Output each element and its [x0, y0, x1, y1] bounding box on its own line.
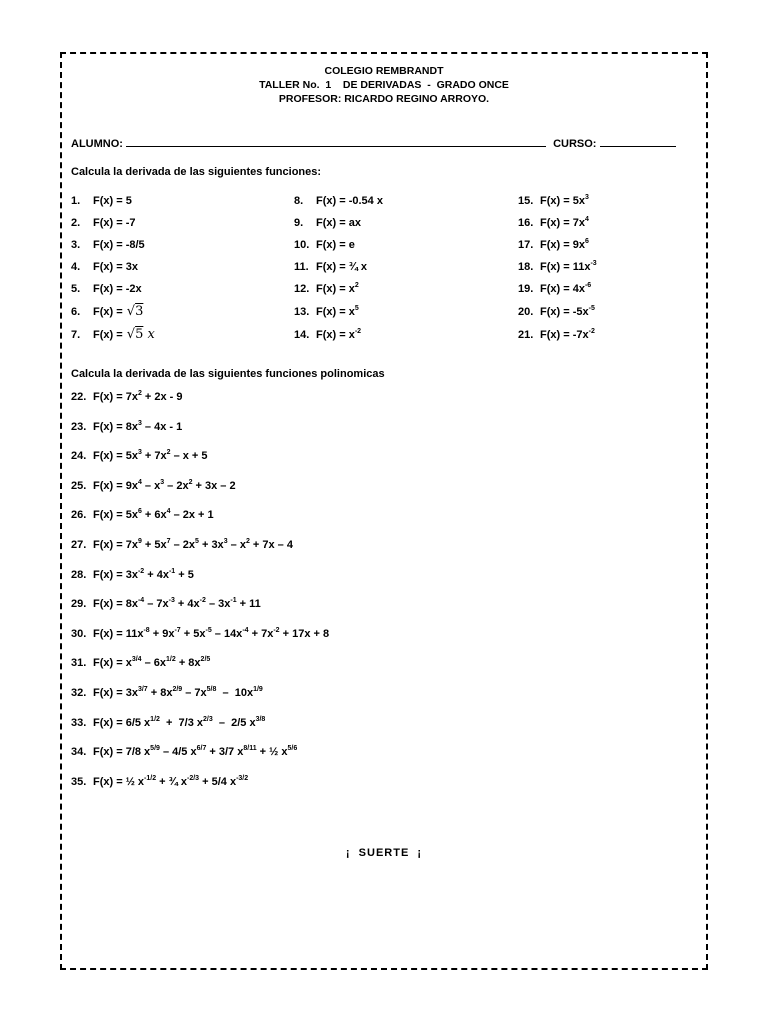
exercise-function: $F(x) = 11x^{-8} + 9x^{-7} + 5x^{-5} - 14x^{-4} + 7x^{-2} + 17x + 8$: [93, 626, 330, 640]
exponent: 3: [137, 449, 142, 457]
exercise-item: [294, 328, 361, 342]
exponent: 9: [137, 538, 142, 545]
exercise-number: 7.: [71, 329, 81, 341]
exercise-function: F(x) = e: [316, 239, 355, 251]
exponent: -3/2: [236, 774, 249, 782]
exercise-function: F(x) = -0.54 x: [316, 195, 383, 207]
polynomial-item: [71, 538, 293, 552]
exercise-function: F(x) = 6/5 $x^{1/2} + 7/3$ $x^{2/3} - 2/5$ $x^{3/8}$: [93, 715, 266, 729]
polynomial-item: [71, 686, 263, 700]
exponent: 3: [223, 538, 228, 545]
section1-instruction: Calcula la derivada de las siguientes funciones:: [71, 166, 322, 178]
exercise-number: 12.: [294, 283, 310, 295]
exponent: 3/7: [137, 686, 148, 693]
exponent: -5: [205, 626, 212, 634]
exponent: 4: [166, 508, 171, 516]
exercise-number: 15.: [518, 195, 534, 207]
exercise-item: [294, 260, 367, 274]
exercise-number: 18.: [518, 261, 534, 273]
polynomial-item: [71, 716, 265, 730]
exercise-item: [71, 194, 132, 208]
exercise-function: F(x) = 7x: [540, 217, 585, 229]
exercise-number: 8.: [294, 195, 304, 207]
exercise-number: 34.: [71, 746, 87, 759]
polynomial-item: [71, 390, 183, 404]
exponent: -4: [242, 626, 249, 634]
exponent: -2: [273, 626, 280, 634]
exercise-item: [71, 216, 135, 230]
exponent: 5/6: [287, 745, 298, 753]
exercise-number: 32.: [71, 687, 87, 699]
exponent: 5: [354, 305, 359, 312]
polynomial-item: [71, 656, 210, 670]
exponent: -8: [143, 626, 150, 634]
exponent: -3: [168, 597, 175, 605]
exercise-item: [294, 216, 361, 230]
exercise-number: 10.: [294, 239, 310, 251]
exercise-function: F(x) = 3x: [93, 261, 138, 273]
exponent: -5: [588, 305, 595, 312]
polynomial-item: [71, 420, 182, 434]
exponent: 6/7: [196, 745, 207, 753]
sqrt-expression: √3: [122, 304, 144, 319]
exponent: 5: [195, 538, 199, 545]
exercise-number: 13.: [294, 306, 310, 318]
exponent: 6: [584, 238, 589, 245]
curso-label: CURSO:: [553, 138, 597, 150]
exercise-item: [294, 194, 383, 208]
exponent: -2/3: [187, 774, 200, 782]
exponent: 8/11: [243, 745, 257, 753]
exercise-function: F(x) = -5x: [540, 306, 589, 318]
polynomial-item: [71, 745, 297, 759]
exercise-function: F(x) =: [93, 329, 123, 341]
exercise-function: $F(x) = 3x^{-2} + 4x^{-1} + 5$: [93, 567, 194, 581]
exponent: -2: [137, 567, 145, 575]
exercise-item: [518, 216, 589, 230]
exponent: 2: [245, 538, 250, 545]
exercise-item: [518, 194, 589, 208]
exercise-number: 17.: [518, 239, 534, 251]
exponent: 6: [137, 508, 142, 516]
exercise-item: [71, 305, 143, 319]
exponent: 1/2: [166, 656, 176, 664]
polynomial-item: [71, 568, 194, 582]
exercise-number: 20.: [518, 306, 534, 318]
exercise-number: 9.: [294, 217, 304, 229]
student-row: [71, 136, 676, 150]
exercise-number: 30.: [71, 627, 87, 640]
exercise-item: [71, 238, 145, 252]
exercise-number: 28.: [71, 568, 87, 581]
polynomial-item: [71, 479, 236, 493]
exponent: -4: [137, 597, 145, 605]
exponent: 2: [354, 282, 359, 289]
exponent: -2: [199, 597, 206, 605]
exercise-function: F(x) = 5: [93, 195, 132, 207]
exercise-number: 24.: [71, 450, 87, 463]
alumno-label: ALUMNO:: [71, 138, 123, 150]
exercise-item: [518, 260, 597, 274]
exercise-number: 1.: [71, 195, 81, 207]
exercise-number: 16.: [518, 217, 534, 229]
exercise-item: [294, 305, 359, 319]
exercise-number: 3.: [71, 239, 81, 251]
exponent: -2: [588, 328, 595, 335]
exercise-function: F(x) = ½ $x^{-1/2}$ + ¾ $x^{-2/3} + 5/4$ $x^{-3/2}$: [93, 774, 249, 788]
exercise-function: F(x) = x: [316, 283, 355, 295]
exponent: -2: [354, 328, 362, 335]
exponent: -1: [230, 597, 237, 605]
polynomial-item: [71, 449, 208, 463]
exercise-function: F(x) = -2x: [93, 283, 142, 295]
exercise-number: 35.: [71, 775, 87, 788]
exponent: -1/2: [144, 774, 157, 782]
exercise-item: [518, 305, 595, 319]
exercise-number: 26.: [71, 509, 87, 522]
exponent: 5/9: [150, 745, 160, 753]
exercise-function: F(x) = -7x: [540, 329, 589, 341]
exercise-number: 6.: [71, 306, 81, 318]
exponent: 2: [188, 478, 193, 486]
exercise-function: F(x) = -7: [93, 217, 136, 229]
exponent: -1: [168, 567, 176, 575]
exercise-number: 11.: [294, 261, 309, 273]
variable: x: [143, 327, 155, 342]
exercise-function: $F(x) = 3x^{3/7} + 8x^{2/9} - 7x^{5/8} - 10x^{1/9}$: [93, 686, 263, 699]
section2-instruction: Calcula la derivada de las siguientes funciones polinomicas: [71, 368, 385, 380]
exponent: 2: [166, 449, 171, 457]
exercise-function: F(x) = x: [316, 306, 355, 318]
exercise-item: [518, 238, 589, 252]
exercise-number: 33.: [71, 716, 87, 729]
exponent: -7: [174, 626, 181, 634]
exercise-function: $F(x) = x^{3/4} - 6x^{1/2} + 8x^{2/5}$: [93, 656, 211, 670]
exponent: 4: [584, 216, 589, 223]
exercise-function: $F(x) = 8x^{-4} - 7x^{-3} + 4x^{-2} - 3x^{-1} + 11$: [93, 597, 261, 611]
exponent: 2/5: [200, 656, 211, 664]
exercise-item: [71, 328, 155, 342]
exercise-function: F(x) = 7/8 $x^{5/9} - 4/5$ $x^{6/7} + 3/7$ $x^{8/11}$ + ½ $x^{5/6}$: [93, 745, 298, 759]
exercise-function: F(x) = 4x: [540, 283, 585, 295]
exponent: 7: [166, 538, 171, 545]
exercise-function: $F(x) = 7x^2 + 2x - 9$: [93, 390, 183, 403]
exponent: 4: [137, 478, 142, 486]
workshop-title: TALLER No. 1 DE DERIVADAS - GRADO ONCE: [259, 79, 509, 91]
radicand: 5: [135, 327, 144, 342]
teacher-name: PROFESOR: RICARDO REGINO ARROYO.: [278, 93, 490, 105]
exercise-item: [71, 282, 142, 296]
polynomial-item: [71, 508, 214, 522]
exercise-function: $F(x) = 5x^3 + 7x^2 - x + 5$: [93, 449, 208, 463]
exercise-function: $F(x) = 7x^9 + 5x^7 - 2x^5 + 3x^3 - x^2 + 7x - 4$: [93, 538, 293, 551]
exercise-number: 21.: [518, 329, 534, 341]
exercise-item: [71, 260, 138, 274]
exponent: 1/2: [150, 715, 160, 723]
exercise-item: [294, 238, 355, 252]
polynomial-item: [71, 597, 261, 611]
exercise-item: [518, 328, 595, 342]
exercise-number: 14.: [294, 329, 310, 341]
exercise-function: F(x) = -8/5: [93, 239, 145, 251]
exercise-number: 4.: [71, 261, 81, 273]
exercise-function: $F(x) = 5x^6 + 6x^4 - 2x + 1$: [93, 508, 214, 522]
exercise-number: 5.: [71, 283, 81, 295]
exercise-function: F(x) = 11x: [540, 261, 591, 273]
exercise-function: $F(x) = 9x^4 - x^3 - 2x^2 + 3x - 2$: [93, 478, 236, 492]
alumno-blank[interactable]: [126, 136, 546, 147]
exponent: 1/9: [253, 686, 263, 693]
exercise-item: [518, 282, 591, 296]
exercise-function: F(x) = x: [316, 329, 355, 341]
exercise-function: F(x) = 5x: [540, 195, 585, 207]
exponent: 3: [137, 419, 142, 427]
exercise-number: 23.: [71, 420, 87, 433]
exponent: 3: [584, 194, 589, 201]
exponent: -3: [590, 260, 597, 267]
exponent: -6: [584, 282, 592, 289]
exercise-number: 19.: [518, 283, 534, 295]
sqrt-expression: √5: [122, 327, 144, 342]
exercise-function: F(x) = ¾ x: [316, 261, 368, 273]
radicand: 3: [135, 304, 144, 319]
exercise-number: 25.: [71, 479, 87, 492]
exercise-number: 31.: [71, 657, 87, 670]
exercise-function: $F(x) = 8x^3 - 4x - 1$: [93, 419, 183, 433]
exponent: 3/8: [255, 715, 266, 723]
exercise-function: F(x) =: [93, 306, 123, 318]
exponent: 3: [160, 478, 165, 486]
polynomial-item: [71, 627, 329, 641]
exponent: 2: [137, 390, 142, 397]
curso-blank[interactable]: [600, 136, 676, 147]
polynomial-item: [71, 775, 248, 789]
exercise-item: [294, 282, 359, 296]
exercise-number: 27.: [71, 539, 87, 551]
exponent: 2/3: [203, 715, 213, 723]
exercise-number: 29.: [71, 598, 87, 611]
exponent: 5/8: [206, 686, 217, 693]
exponent: 2/9: [172, 686, 183, 693]
good-luck-text: ¡ SUERTE ¡: [345, 847, 423, 859]
school-name: COLEGIO REMBRANDT: [324, 65, 444, 77]
exercise-function: F(x) = ax: [316, 217, 361, 229]
exercise-function: F(x) = 9x: [540, 239, 585, 251]
exercise-number: 22.: [71, 391, 87, 403]
exponent: 3/4: [131, 656, 142, 664]
exercise-number: 2.: [71, 217, 81, 229]
